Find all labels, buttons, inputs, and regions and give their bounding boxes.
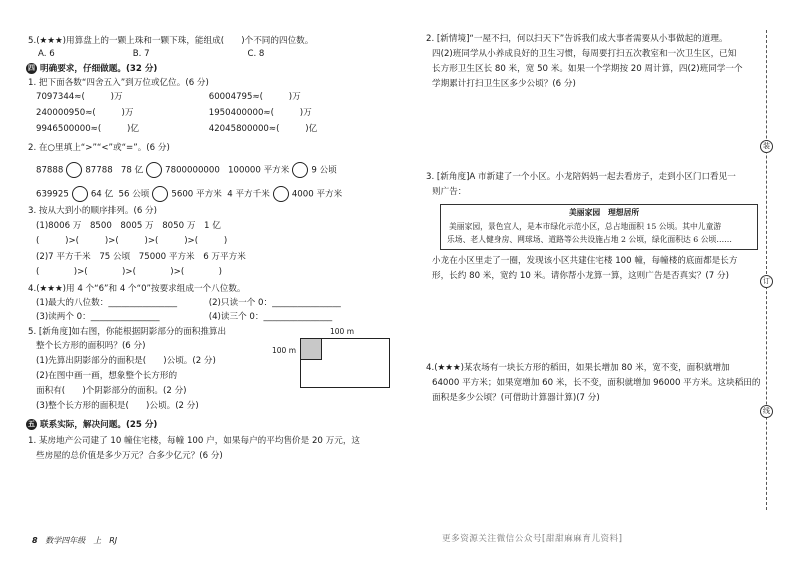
rectangle-figure [300, 338, 390, 388]
compare-circle[interactable] [273, 186, 289, 202]
p3-line-3: 小龙在小区里走了一圈，发现该小区共建住宅楼 100 幢，每幢楼的底面都是长方 [432, 256, 738, 266]
compare-circle[interactable] [152, 186, 168, 202]
q2-value: 56 公顷 [118, 189, 150, 200]
section-4-number: 四 [28, 64, 35, 72]
watermark-text: 更多资源关注微信公众号[甜甜麻麻育儿资料] [442, 534, 623, 544]
q2-value: 4 平方千米 [227, 189, 270, 200]
compare-circle[interactable] [292, 162, 308, 178]
right-page [400, 0, 800, 566]
q1-row-1 [36, 92, 301, 103]
q1-item: 60004795≈( )万 [208, 92, 301, 102]
p1-line-1: 1. 某房地产公司建了 10 幢住宅楼，每幢 100 户，如果每户的平均售价是 20 万元，这 [28, 436, 361, 446]
option-b: B. 7 [132, 49, 150, 59]
compare-circle[interactable] [72, 186, 88, 202]
q4-item-d: (4)读三个 0：________________ [208, 312, 333, 322]
q2-value: 78 亿 [120, 165, 144, 176]
q2-value: 639925 [36, 189, 69, 200]
binding-mark: 订 [760, 275, 773, 288]
q3-title: 3. 按从大到小的顺序排列。(6 分) [28, 206, 157, 216]
section-5-number: 五 [28, 420, 35, 428]
advertisement-box [440, 204, 758, 250]
q5-mc-stem: 5.(★★★)用算盘上的一颗上珠和一颗下珠，能组成( )个不同的四位数。 [28, 36, 314, 46]
compare-circle[interactable] [146, 162, 162, 178]
p1-line-2: 些房屋的总价值是多少万元？合多少亿元？(6 分) [36, 451, 223, 461]
shaded-square [301, 339, 322, 360]
q2-value: 87888 [36, 165, 64, 176]
q2-row-2 [36, 186, 342, 202]
q2-value: 4000 平方米 [291, 189, 343, 200]
q4-item-c: (3)读两个 0：________________ [36, 312, 160, 322]
page-footer [32, 536, 117, 546]
q2-title: 2. 在○里填上“>”“<”或“=”。(6 分) [28, 143, 170, 153]
option-a: A. 6 [38, 49, 55, 59]
compare-circle[interactable] [66, 162, 82, 178]
ad-line-1: 美丽家园，景色宜人，是本市绿化示范小区，总占地面积 15 公顷。其中儿童游 [449, 222, 722, 231]
page-number: 8 [32, 536, 38, 545]
p2-line-3: 长方形卫生区长 80 米，宽 50 米。如果一个学期按 20 周计算，四(2)班同学一个 [432, 64, 743, 74]
q3-line-1: (1)8006 万 8500 8005 万 8050 万 1 亿 [36, 221, 221, 231]
q1-title: 1. 把下面各数“四舍五入”到万位或亿位。(6 分) [28, 78, 209, 88]
q2-value: 5600 平方米 [171, 189, 222, 200]
q1-item: 9946500000≈( )亿 [36, 124, 139, 134]
p2-line-2: 四(2)班同学从小养成良好的卫生习惯，每周要打扫五次教室和一次卫生区，已知 [432, 49, 737, 59]
q1-item: 240000950≈( )万 [36, 108, 134, 118]
p4-line-2: 64000 平方米；如果宽增加 60 米，长不变，面积就增加 96000 平方米。这块稻田的 [432, 378, 761, 388]
binding-mark: 装 [760, 140, 773, 153]
q2-value: 100000 平方米 [228, 165, 290, 176]
q3-line-4: ( )>( )>( )>( ) [36, 267, 222, 277]
figure-left-label: 100 m [272, 346, 297, 355]
section-5-heading [26, 419, 157, 431]
q2-value: 64 亿 [90, 189, 114, 200]
ad-line-2: 乐场、老人健身房、网球场、道路等公共设施占地 2 公顷，绿化面积达 6 公顷…… [447, 235, 732, 244]
q2-row-1 [36, 162, 337, 178]
binding-mark: 线 [760, 405, 773, 418]
q2-value: 87788 [85, 165, 113, 176]
q3-line-3: (2)7 平方千米 75 公顷 75000 平方米 6 万平方米 [36, 252, 246, 262]
q5-line-3: (1)先算出阴影部分的面积是( )公顷。(2 分) [36, 356, 216, 366]
option-c: C. 8 [247, 49, 265, 59]
q5-line-5: 面积有( )个阴影部分的面积。(2 分) [36, 386, 187, 396]
section-4-heading [26, 63, 157, 75]
q4-row-1 [36, 298, 341, 309]
q1-row-3 [36, 124, 317, 135]
q5-line-6: (3)整个长方形的面积是( )公顷。(2 分) [36, 401, 199, 411]
p3-line-2: 则广告： [432, 187, 467, 197]
q1-item: 7097344≈( )万 [36, 92, 123, 102]
section-4-title: 明确要求，仔细做题。(32 分) [40, 64, 158, 74]
q5-line-2: 整个长方形的面积吗？(6 分) [36, 341, 146, 351]
q5-line-1: 5. [新角度]如右图，你能根据阴影部分的面积推算出 [28, 327, 227, 337]
q5-mc-options [38, 49, 338, 60]
binding-line [766, 30, 777, 510]
p2-line-4: 学期累计打扫卫生区多少公顷？(6 分) [432, 79, 576, 89]
p3-line-4: 形，长约 80 米，宽约 10 米。请你帮小龙算一算，这则广告是否真实？(7 分) [432, 271, 729, 281]
q3-line-2: ( )>( )>( )>( )>( ) [36, 236, 228, 246]
q4-item-a: (1)最大的八位数：________________ [36, 298, 178, 308]
ad-title: 美丽家园 理想居所 [569, 208, 640, 217]
q4-title: 4.(★★★)用 4 个“6”和 4 个“0”按要求组成一个八位数。 [28, 284, 246, 294]
book-title: 数学四年级 上 RJ [45, 536, 118, 545]
p4-line-1: 4.(★★★)某农场有一块长方形的稻田，如果长增加 80 米，宽不变，面积就增加 [426, 363, 730, 373]
p4-line-3: 面积是多少公顷？(可借助计算器计算)(7 分) [432, 393, 600, 403]
q1-row-2 [36, 108, 312, 119]
p3-line-1: 3. [新角度]A 市新建了一个小区。小龙陪妈妈一起去看房子，走到小区门口看见一 [426, 172, 736, 182]
q1-item: 1950400000≈( )万 [208, 108, 312, 118]
q4-item-b: (2)只读一个 0：________________ [208, 298, 341, 308]
figure-top-label: 100 m [330, 327, 355, 336]
q5-line-4: (2)在图中画一画，想象整个长方形的 [36, 371, 178, 381]
section-5-title: 联系实际，解决问题。(25 分) [40, 420, 158, 430]
q1-item: 42045800000≈( )亿 [208, 124, 318, 134]
q4-row-2 [36, 312, 332, 323]
q2-value: 7800000000 [165, 165, 220, 176]
q2-value: 9 公顷 [311, 165, 337, 176]
p2-line-1: 2. [新情境]“一屋不扫，何以扫天下”告诉我们成大事者需要从小事做起的道理。 [426, 34, 728, 44]
